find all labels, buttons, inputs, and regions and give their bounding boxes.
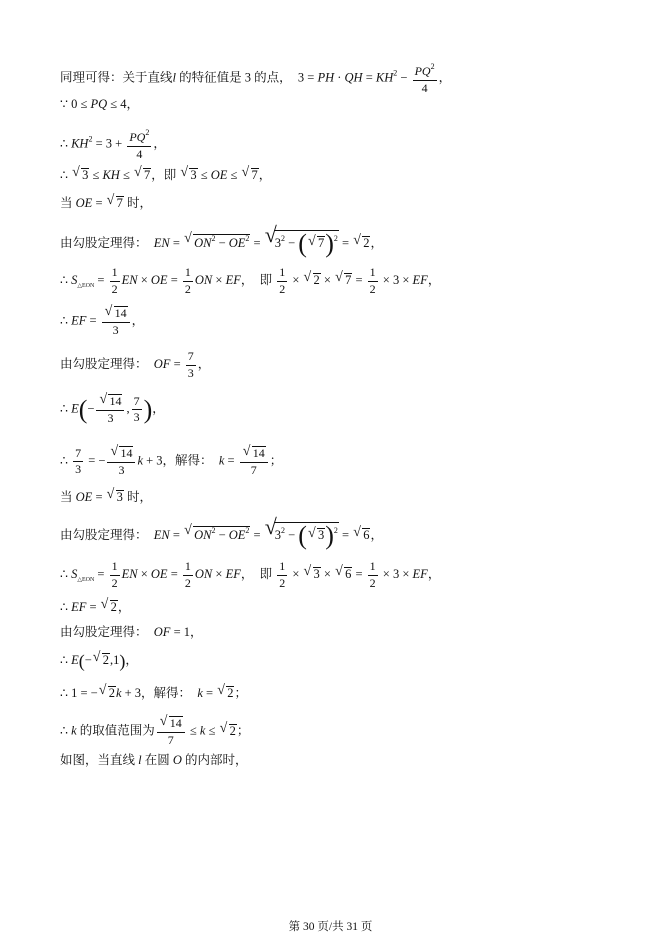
line-7: ∴ $S_{\triangle EON}$ = $\frac{1}{2}$ EN × OE = $\frac{1}{2}$ ON × EF， 即 $\frac{1}{2}$ × √ 2 × √ 7 = $\frac{1}{2}$ × 3 × EF， [60,266,440,297]
line-20: 如图，当直线 l 在圆 O 的内部时， [60,753,248,767]
line-9: 由勾股定理得： OF = $\frac{7}{3}$ ， [60,349,211,380]
line-1: 同理可得：关于直线l 的特征值是 3 的点， 3 = PH · QH = $KH^2$ − $\frac{PQ^2}{4}$ ， [60,62,452,95]
line-14: ∴ $S_{\triangle EON}$ = $\frac{1}{2}$ EN × OE = $\frac{1}{2}$ ON × EF， 即 $\frac{1}{2}$ × √ 3 × √ 6 = $\frac{1}{2}$ × 3 × EF， [60,560,440,591]
line-10: ∴ E(− √ $\frac{14}{3}$ , $\frac{7}{3}$ )， [60,394,165,426]
line-8: ∴ EF = √ $\frac{14}{3}$ ， [60,306,144,338]
line-19: ∴ k 的取值范围为 √ $\frac{14}{7}$ ≤ k ≤ √ 2； [60,716,249,748]
line-6: 由勾股定理得： EN = √ $ON^2 - OE^2$ = √ $3^2$ − (√ 7)$^2$ = √ 2， [60,230,383,257]
line-16: 由勾股定理得： OF = 1， [60,625,203,639]
line-17: ∴ E(−√ 2,1)， [60,652,138,670]
line-3: ∴ $KH^2 = 3$ + $\frac{PQ^2}{4}$ ， [60,128,166,161]
line-13: 由勾股定理得： EN = √ $ON^2 - OE^2$ = √ $3^2$ − (√ 3)$^2$ = √ 6， [60,522,383,549]
line-18: ∴ 1 = −√ 2k + 3，解得： k = √ 2； [60,686,247,701]
page-footer: 第 30 页/共 31 页 [288,921,373,933]
line-2: ∵ 0 ≤ PQ ≤ 4， [60,97,139,111]
line-12: 当 OE = √ 3 时， [60,490,152,505]
line-15: ∴ EF = √ 2， [60,600,130,615]
line-5: 当 OE = √ 7 时， [60,196,152,211]
line-4: ∴ √ 3 ≤ KH ≤ √ 7，即 √ 3 ≤ OE ≤ √ 7， [60,168,271,183]
line-11: ∴ $\frac{7}{3}$ = − √ $\frac{14}{3}$ k + 3，解得： k = √ $\frac{14}{7}$ ； [60,446,282,478]
